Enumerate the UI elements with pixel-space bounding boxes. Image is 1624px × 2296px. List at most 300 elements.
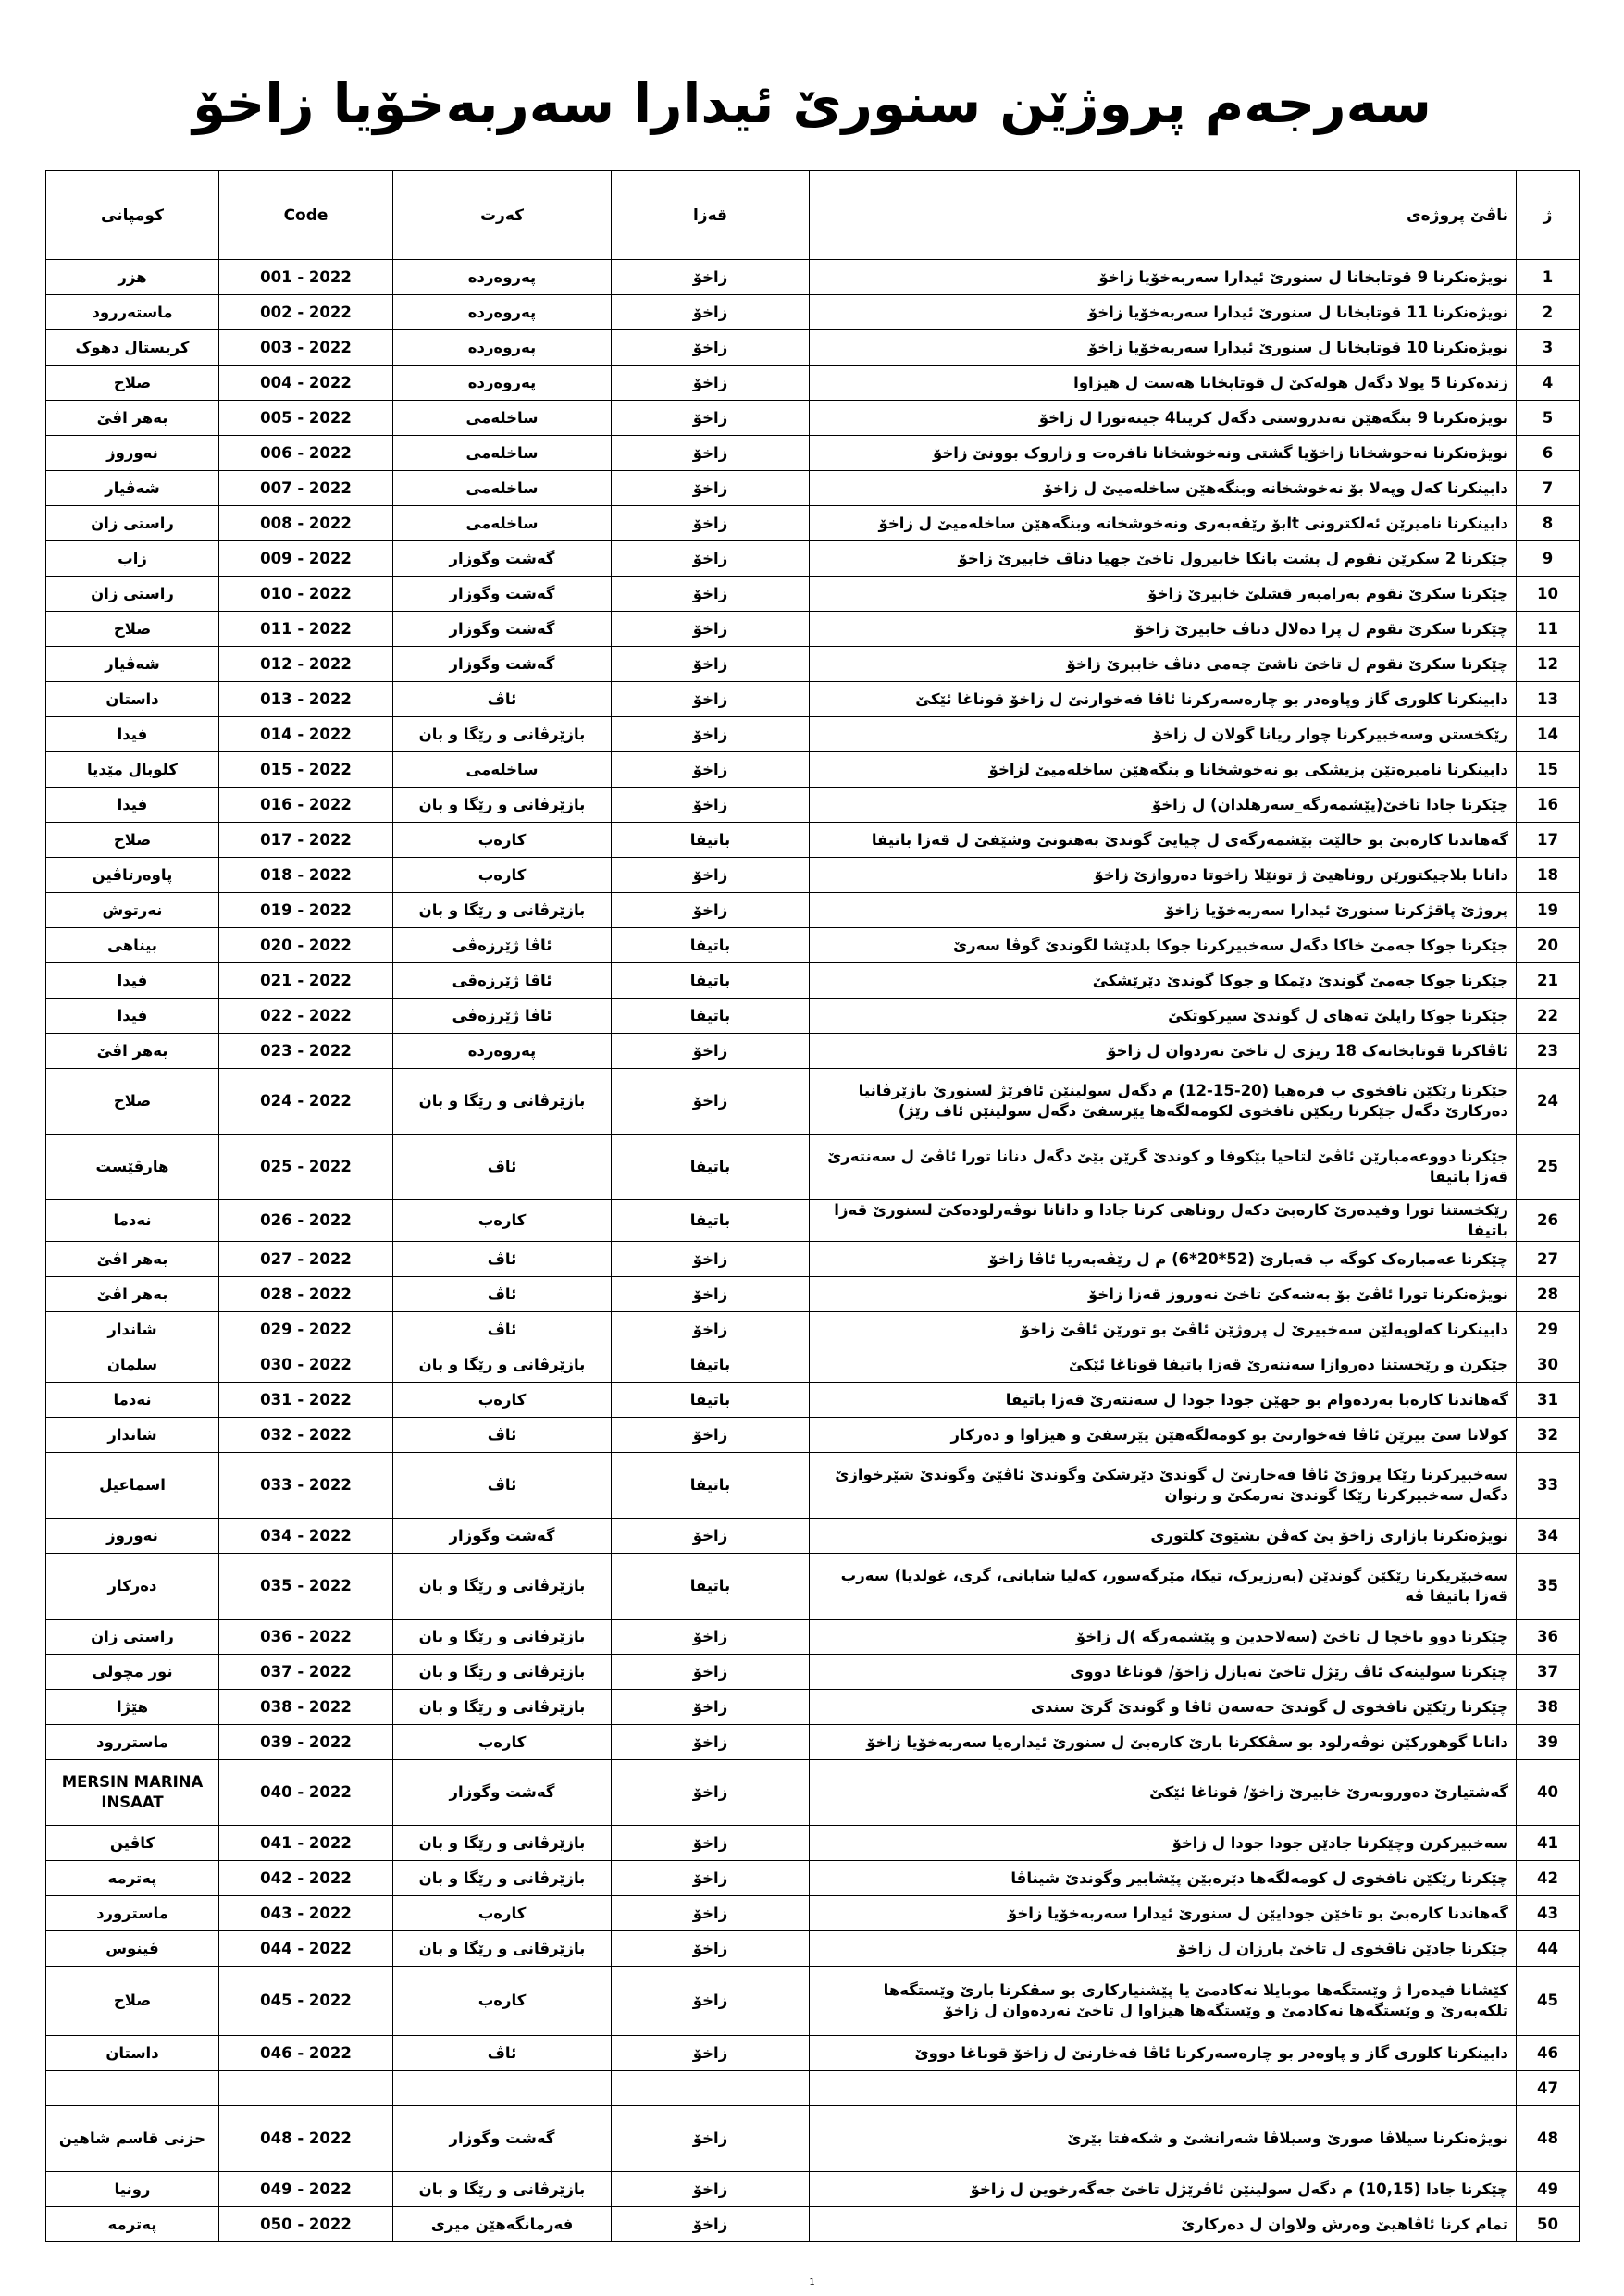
row-number-cell: 14	[1517, 717, 1580, 752]
table-row	[46, 823, 1580, 858]
company-cell: ماستررود	[46, 1725, 219, 1760]
table-row	[46, 1135, 1580, 1200]
table-row	[46, 1069, 1580, 1135]
area-cell: زاخۆ	[612, 893, 810, 928]
row-number-cell: 3	[1517, 330, 1580, 366]
area-cell: زاخۆ	[612, 295, 810, 330]
area-cell: باتیفا	[612, 1554, 810, 1620]
project-code-cell: 037 - 2022	[219, 1655, 393, 1690]
company-cell: فیدا	[46, 999, 219, 1034]
row-number-cell: 34	[1517, 1519, 1580, 1554]
company-cell: بەهر اڤێ	[46, 401, 219, 436]
project-name-cell: چێکرنا جادێن ناڤخوی ل تاخێ بارزان ل زاخۆ	[810, 1931, 1517, 1967]
area-cell: زاخۆ	[612, 471, 810, 506]
area-cell: زاخۆ	[612, 1931, 810, 1967]
company-cell: ڤینوس	[46, 1931, 219, 1967]
company-cell: راستی زان	[46, 577, 219, 612]
table-row	[46, 2172, 1580, 2207]
header-area: قەزا	[612, 171, 810, 260]
area-cell: باتیفا	[612, 928, 810, 963]
row-number-cell: 48	[1517, 2106, 1580, 2172]
area-cell: زاخۆ	[612, 647, 810, 682]
company-cell: فیدا	[46, 963, 219, 999]
table-row	[46, 295, 1580, 330]
company-cell: زاب	[46, 541, 219, 577]
table-row	[46, 893, 1580, 928]
row-number-cell: 8	[1517, 506, 1580, 541]
project-code-cell: 048 - 2022	[219, 2106, 393, 2172]
area-cell: باتیفا	[612, 1453, 810, 1519]
table-row	[46, 2071, 1580, 2106]
table-row	[46, 1620, 1580, 1655]
project-code-cell: 011 - 2022	[219, 612, 393, 647]
company-cell: پەترمە	[46, 2207, 219, 2242]
area-cell	[612, 2071, 810, 2106]
project-name-cell: جێکرنا رێکێن نافخوی ب فرەهیا (20-15-12) م دگەل سولینێن ئافرێژ لسنورێ بازێرڤانیا دەرکارێ دگەل جێکرنا ریکێن نافخوی لکومەلگەها یێرسفێ دگەل سولینێن ئاف رێژ)	[810, 1069, 1517, 1135]
page-number: 1	[809, 2277, 815, 2288]
sector-cell	[393, 2071, 612, 2106]
project-name-cell: جێکرن و رێخستنا دەروازا سەنتەرێ قەزا باتیفا قوناغا ئێکێ	[810, 1347, 1517, 1383]
area-cell: زاخۆ	[612, 1519, 810, 1554]
project-code-cell: 007 - 2022	[219, 471, 393, 506]
project-code-cell: 025 - 2022	[219, 1135, 393, 1200]
area-cell: زاخۆ	[612, 506, 810, 541]
company-cell: بەهر اڤێ	[46, 1277, 219, 1312]
project-name-cell: چێکرنا جادا تاخێ(پێشمەرگە_سەرهلدان) ل زاخۆ	[810, 788, 1517, 823]
project-name-cell: چێکرنا سولینەک ئاڤ رێژل تاخێ نەیازل زاخۆ/ قوناغا دووی	[810, 1655, 1517, 1690]
table-row	[46, 1242, 1580, 1277]
company-cell: اسماعیل	[46, 1453, 219, 1519]
table-row	[46, 1967, 1580, 2036]
header-company: کومپانی	[46, 171, 219, 260]
company-cell: هارڤێست	[46, 1135, 219, 1200]
area-cell: باتیفا	[612, 1200, 810, 1242]
project-name-cell: دانانا بلاچیکتورێن روناهیێ ژ تونێلا زاخوتا دەروازێ زاخۆ	[810, 858, 1517, 893]
project-code-cell: 003 - 2022	[219, 330, 393, 366]
row-number-cell: 50	[1517, 2207, 1580, 2242]
project-name-cell: چێکرنا سکرێ نقوم ل پرا دەلال دناڤ خابیرێ زاخۆ	[810, 612, 1517, 647]
area-cell: باتیفا	[612, 963, 810, 999]
page-title: سەرجەم پروژێن سنورێ ئیدارا سەربەخۆیا زاخۆ	[192, 72, 1432, 135]
table-row	[46, 2106, 1580, 2172]
row-number-cell: 33	[1517, 1453, 1580, 1519]
area-cell: زاخۆ	[612, 1826, 810, 1861]
project-name-cell: رێکخستنا تورا وفیدەرێ کارەبێ دکەل روناهی کرنا جادا و دانانا نوڤەرلودەکێ لسنورێ قەزا باتیفا	[810, 1200, 1517, 1242]
sector-cell: ئاڤا ژێرزەڤی	[393, 963, 612, 999]
table-row	[46, 1034, 1580, 1069]
table-row	[46, 858, 1580, 893]
area-cell: زاخۆ	[612, 752, 810, 788]
sector-cell: ئاڤ	[393, 1418, 612, 1453]
area-cell: باتیفا	[612, 1347, 810, 1383]
project-code-cell: 050 - 2022	[219, 2207, 393, 2242]
area-cell: زاخۆ	[612, 2036, 810, 2071]
sector-cell: پەروەردە	[393, 366, 612, 401]
row-number-cell: 13	[1517, 682, 1580, 717]
sector-cell: ئاڤ	[393, 682, 612, 717]
area-cell: زاخۆ	[612, 788, 810, 823]
area-cell: زاخۆ	[612, 541, 810, 577]
area-cell: زاخۆ	[612, 1861, 810, 1896]
company-cell: صلاح	[46, 612, 219, 647]
table-row	[46, 928, 1580, 963]
row-number-cell: 6	[1517, 436, 1580, 471]
project-name-cell: جێکرنا جوکا راپلێ تەهای ل گوندێ سیرکوتکێ	[810, 999, 1517, 1034]
project-name-cell: سەخبیرکرن وچێکرنا جادێن جودا جودا ل زاخۆ	[810, 1826, 1517, 1861]
sector-cell: کارەب	[393, 858, 612, 893]
project-name-cell: دابینکرنا کەل وپەلا بۆ نەخوشخانە وبنگەهێن ساخلەمیێ ل زاخۆ	[810, 471, 1517, 506]
sector-cell: ئاڤا ژێرزەڤی	[393, 999, 612, 1034]
company-cell: پەترمە	[46, 1861, 219, 1896]
sector-cell: ئاڤ	[393, 1135, 612, 1200]
company-cell: بیناهی	[46, 928, 219, 963]
project-name-cell: چێکرنا رێکێن نافخوی ل گوندێ حەسەن ئاڤا و گوندێ گرێ سندی	[810, 1690, 1517, 1725]
project-name-cell: سەخبیرکرنا رێکا پروژێ ئاڤا فەخارنێ ل گوندێ دێرشکێ وگوندێ ئاڤێێ وگوندێ شێرخوازێ دگەل سەخبیرکرنا رێکا گوندێ نەرمکێ و رنوان	[810, 1453, 1517, 1519]
sector-cell: بازێرڤانی و رێگا و بان	[393, 1931, 612, 1967]
project-name-cell: چێکرنا سکرێ نقوم بەرامبەر قشلێ خابیرێ زاخۆ	[810, 577, 1517, 612]
project-name-cell: نویژەنکرنا بازاری زاخۆ یێ کەڤن بشێوێ کلتوری	[810, 1519, 1517, 1554]
row-number-cell: 37	[1517, 1655, 1580, 1690]
project-code-cell: 017 - 2022	[219, 823, 393, 858]
row-number-cell: 25	[1517, 1135, 1580, 1200]
row-number-cell: 2	[1517, 295, 1580, 330]
area-cell: زاخۆ	[612, 1312, 810, 1347]
project-code-cell: 030 - 2022	[219, 1347, 393, 1383]
table-row	[46, 436, 1580, 471]
row-number-cell: 46	[1517, 2036, 1580, 2071]
project-name-cell: نویژەنکرنا نەخوشخانا زاخۆیا گشتی ونەخوشخانا نافرەت و زاروک بوونێ زاخۆ	[810, 436, 1517, 471]
sector-cell: ساخلەمی	[393, 401, 612, 436]
table-row	[46, 717, 1580, 752]
company-cell: صلاح	[46, 366, 219, 401]
project-name-cell: گەهاندنا کارەبێ بو خالێت بێشمەرگەی ل چیایێ گوندێ بەهنونێ وشێفێ ل قەزا باتیفا	[810, 823, 1517, 858]
table-row	[46, 1312, 1580, 1347]
company-cell: ماستەررود	[46, 295, 219, 330]
table-row	[46, 330, 1580, 366]
table-row	[46, 963, 1580, 999]
project-name-cell: دابینکرنا کلوری گاز و پاوەدر بو چارەسەرکرنا ئاڤا فەخارنێ ل زاخۆ قوناغا دووێ	[810, 2036, 1517, 2071]
table-row	[46, 1277, 1580, 1312]
company-cell: نەوروز	[46, 1519, 219, 1554]
area-cell: زاخۆ	[612, 577, 810, 612]
sector-cell: بازێرڤانی و رێگا و بان	[393, 1826, 612, 1861]
project-name-cell	[810, 2071, 1517, 2106]
table-row	[46, 1418, 1580, 1453]
area-cell: زاخۆ	[612, 2207, 810, 2242]
project-code-cell: 014 - 2022	[219, 717, 393, 752]
sector-cell: ساخلەمی	[393, 506, 612, 541]
project-code-cell: 040 - 2022	[219, 1760, 393, 1826]
project-code-cell: 016 - 2022	[219, 788, 393, 823]
project-code-cell: 043 - 2022	[219, 1896, 393, 1931]
company-cell: فیدا	[46, 788, 219, 823]
project-name-cell: گەشتیارێ دەوروبەرێ خابیرێ زاخۆ/ قوناغا ئێکێ	[810, 1760, 1517, 1826]
company-cell: کریستال دهوک	[46, 330, 219, 366]
table-row	[46, 506, 1580, 541]
project-code-cell: 004 - 2022	[219, 366, 393, 401]
project-code-cell: 026 - 2022	[219, 1200, 393, 1242]
project-name-cell: جێکرنا جوکا جەمێ گوندێ دێمکا و جوکا گوندێ دێرێشکێ	[810, 963, 1517, 999]
header-code: Code	[219, 171, 393, 260]
row-number-cell: 24	[1517, 1069, 1580, 1135]
table-row	[46, 1690, 1580, 1725]
project-code-cell: 008 - 2022	[219, 506, 393, 541]
project-code-cell: 005 - 2022	[219, 401, 393, 436]
area-cell: زاخۆ	[612, 1069, 810, 1135]
table-row	[46, 1383, 1580, 1418]
project-name-cell: کێشانا فیدەرا ژ وێستگەها موبایلا نەکادمێ یا پێشنیارکاری بو سڤکرنا بارێ وێستگەها تلکەبەرێ و وێستگەها نەکادمێ و وێستگەها هیزاوا ل تاخێ نەردەوان ل زاخۆ	[810, 1967, 1517, 2036]
sector-cell: کارەب	[393, 823, 612, 858]
header-project-name: ناڤێ پروژەی	[810, 171, 1517, 260]
project-code-cell: 038 - 2022	[219, 1690, 393, 1725]
area-cell: زاخۆ	[612, 1620, 810, 1655]
project-code-cell: 009 - 2022	[219, 541, 393, 577]
area-cell: زاخۆ	[612, 1725, 810, 1760]
sector-cell: ئاڤ	[393, 1312, 612, 1347]
sector-cell: گەشت وگوزار	[393, 541, 612, 577]
table-row	[46, 1861, 1580, 1896]
area-cell: زاخۆ	[612, 1034, 810, 1069]
table-row	[46, 541, 1580, 577]
project-name-cell: کولانا سێ بیرێن ئاڤا فەخوارنێ بو کومەلگەهێن یێرسفێ و هیزاوا و دەرکار	[810, 1418, 1517, 1453]
company-cell: شاندار	[46, 1312, 219, 1347]
table-row	[46, 1519, 1580, 1554]
row-number-cell: 9	[1517, 541, 1580, 577]
table-row	[46, 401, 1580, 436]
area-cell: باتیفا	[612, 999, 810, 1034]
row-number-cell: 26	[1517, 1200, 1580, 1242]
row-number-cell: 38	[1517, 1690, 1580, 1725]
table-row	[46, 260, 1580, 295]
sector-cell: کارەب	[393, 1967, 612, 2036]
table-row	[46, 1760, 1580, 1826]
row-number-cell: 22	[1517, 999, 1580, 1034]
company-cell	[46, 2071, 219, 2106]
project-code-cell: 015 - 2022	[219, 752, 393, 788]
row-number-cell: 45	[1517, 1967, 1580, 2036]
company-cell: سلمان	[46, 1347, 219, 1383]
company-cell: راستی زان	[46, 1620, 219, 1655]
sector-cell: پەروەردە	[393, 1034, 612, 1069]
sector-cell: بازێرڤانی و رێگا و بان	[393, 893, 612, 928]
header-no: ژ	[1517, 171, 1580, 260]
table-row	[46, 471, 1580, 506]
project-name-cell: چێکرنا عەمبارەک کوگە ب قەبارێ (52*20*6) م ل رێڤەبەریا ئاڤا زاخۆ	[810, 1242, 1517, 1277]
project-name-cell: چێکرنا رێکێن نافخوی ل کومەلگەها دێرەبێن پێشابیر وگوندێ شیناڤا	[810, 1861, 1517, 1896]
project-code-cell: 028 - 2022	[219, 1277, 393, 1312]
project-code-cell: 041 - 2022	[219, 1826, 393, 1861]
project-name-cell: پروژێ پاقژکرنا سنورێ ئیدارا سەربەخۆیا زاخۆ	[810, 893, 1517, 928]
row-number-cell: 29	[1517, 1312, 1580, 1347]
project-code-cell: 045 - 2022	[219, 1967, 393, 2036]
area-cell: زاخۆ	[612, 1690, 810, 1725]
row-number-cell: 23	[1517, 1034, 1580, 1069]
project-name-cell: زندەکرنا 5 پولا دگەل هولەکێ ل قوتابخانا هەست ل هیزاوا	[810, 366, 1517, 401]
sector-cell: بازێرڤانی و رێگا و بان	[393, 2172, 612, 2207]
sector-cell: گەشت وگوزار	[393, 2106, 612, 2172]
table-row	[46, 1200, 1580, 1242]
area-cell: زاخۆ	[612, 2106, 810, 2172]
project-name-cell: سەخبێریکرنا رێکێن گوندێن (بەرزیرک، تیکا، مێرگەسور، کەلیا شابانی، گری، غولدیا) سەرب قەزا باتیفا ڤە	[810, 1554, 1517, 1620]
area-cell: زاخۆ	[612, 330, 810, 366]
project-name-cell: نویژەنکرنا تورا ئاڤێ بۆ بەشەکێ تاخێ نەوروز قەزا زاخۆ	[810, 1277, 1517, 1312]
area-cell: زاخۆ	[612, 1760, 810, 1826]
table-row	[46, 647, 1580, 682]
table-row	[46, 2207, 1580, 2242]
table-row	[46, 788, 1580, 823]
company-cell: نەرتوش	[46, 893, 219, 928]
area-cell: زاخۆ	[612, 1418, 810, 1453]
project-code-cell: 022 - 2022	[219, 999, 393, 1034]
company-cell: MERSIN MARINA INSAAT	[46, 1760, 219, 1826]
area-cell: زاخۆ	[612, 1655, 810, 1690]
sector-cell: ساخلەمی	[393, 471, 612, 506]
project-code-cell: 019 - 2022	[219, 893, 393, 928]
row-number-cell: 42	[1517, 1861, 1580, 1896]
project-name-cell: دابینکرنا کەلوپەلێن سەخبیرێ ل پروژێن ئاڤێ بو تورێن ئاڤێ زاخۆ	[810, 1312, 1517, 1347]
area-cell: زاخۆ	[612, 682, 810, 717]
table-header-row	[46, 171, 1580, 260]
company-cell: نەدما	[46, 1200, 219, 1242]
project-name-cell: نویژەنکرنا 9 قوتابخانا ل سنورێ ئیدارا سەربەخۆیا زاخۆ	[810, 260, 1517, 295]
company-cell: داستان	[46, 2036, 219, 2071]
area-cell: زاخۆ	[612, 366, 810, 401]
area-cell: زاخۆ	[612, 1896, 810, 1931]
company-cell: کاڤین	[46, 1826, 219, 1861]
company-cell: دەرکار	[46, 1554, 219, 1620]
table-row	[46, 1826, 1580, 1861]
row-number-cell: 19	[1517, 893, 1580, 928]
sector-cell: پەروەردە	[393, 330, 612, 366]
sector-cell: پەروەردە	[393, 260, 612, 295]
company-cell: شەڤیار	[46, 647, 219, 682]
project-code-cell: 034 - 2022	[219, 1519, 393, 1554]
area-cell: زاخۆ	[612, 1277, 810, 1312]
project-code-cell: 031 - 2022	[219, 1383, 393, 1418]
project-code-cell: 036 - 2022	[219, 1620, 393, 1655]
row-number-cell: 10	[1517, 577, 1580, 612]
project-code-cell: 021 - 2022	[219, 963, 393, 999]
row-number-cell: 43	[1517, 1896, 1580, 1931]
area-cell: زاخۆ	[612, 858, 810, 893]
project-code-cell: 027 - 2022	[219, 1242, 393, 1277]
sector-cell: کارەب	[393, 1200, 612, 1242]
row-number-cell: 11	[1517, 612, 1580, 647]
row-number-cell: 31	[1517, 1383, 1580, 1418]
project-name-cell: گەهاندنا کارەبا بەردەوام بو جهێن جودا جودا ل سەنتەرێ قەزا باتیفا	[810, 1383, 1517, 1418]
row-number-cell: 32	[1517, 1418, 1580, 1453]
project-name-cell: جێکرنا دووعەمبارێن ئاڤێ لتاحیا بێکوفا و کوندێ گرێن بێێ دگەل دنانا تورا ئاڤێ ل سەنتەرێ قەزا باتیفا	[810, 1135, 1517, 1200]
company-cell: رونیا	[46, 2172, 219, 2207]
table-row	[46, 366, 1580, 401]
company-cell: نەوروز	[46, 436, 219, 471]
table-row	[46, 1931, 1580, 1967]
row-number-cell: 12	[1517, 647, 1580, 682]
project-code-cell: 046 - 2022	[219, 2036, 393, 2071]
row-number-cell: 20	[1517, 928, 1580, 963]
table-row	[46, 577, 1580, 612]
area-cell: زاخۆ	[612, 2172, 810, 2207]
project-code-cell: 044 - 2022	[219, 1931, 393, 1967]
project-name-cell: نویژەنکرنا 10 قوتابخانا ل سنورێ ئیدارا سەربەخۆیا زاخۆ	[810, 330, 1517, 366]
project-name-cell: چێکرنا جادا (10,15) م دگەل سولینێن ئاڤرێژل تاخێ جەگەرخوین ل زاخۆ	[810, 2172, 1517, 2207]
area-cell: زاخۆ	[612, 436, 810, 471]
sector-cell: بازێرڤانی و رێگا و بان	[393, 1655, 612, 1690]
sector-cell: ئاڤ	[393, 1453, 612, 1519]
sector-cell: بازێرڤانی و رێگا و بان	[393, 1690, 612, 1725]
project-code-cell: 035 - 2022	[219, 1554, 393, 1620]
project-code-cell	[219, 2071, 393, 2106]
sector-cell: بازێرڤانی و رێگا و بان	[393, 1069, 612, 1135]
sector-cell: ئاڤا ژێرزەڤی	[393, 928, 612, 963]
row-number-cell: 44	[1517, 1931, 1580, 1967]
sector-cell: بازێرڤانی و رێگا و بان	[393, 1861, 612, 1896]
sector-cell: گەشت وگوزار	[393, 647, 612, 682]
row-number-cell: 41	[1517, 1826, 1580, 1861]
sector-cell: فەرمانگەهێن میری	[393, 2207, 612, 2242]
company-cell: صلاح	[46, 823, 219, 858]
row-number-cell: 18	[1517, 858, 1580, 893]
company-cell: راستی زان	[46, 506, 219, 541]
project-code-cell: 002 - 2022	[219, 295, 393, 330]
project-code-cell: 006 - 2022	[219, 436, 393, 471]
project-name-cell: دابینکرنا کلوری گاز وپاوەدر بو چارەسەرکرنا ئاڤا فەخوارنێ ل زاخۆ قوناغا ئێکێ	[810, 682, 1517, 717]
area-cell: زاخۆ	[612, 717, 810, 752]
company-cell: هێژا	[46, 1690, 219, 1725]
project-code-cell: 033 - 2022	[219, 1453, 393, 1519]
row-number-cell: 49	[1517, 2172, 1580, 2207]
project-name-cell: رێکخستن وسەخبیرکرنا چوار ریانا گولان ل زاخۆ	[810, 717, 1517, 752]
row-number-cell: 15	[1517, 752, 1580, 788]
sector-cell: ئاڤ	[393, 2036, 612, 2071]
area-cell: زاخۆ	[612, 1967, 810, 2036]
project-code-cell: 032 - 2022	[219, 1418, 393, 1453]
project-name-cell: جێکرنا جوکا جەمێ خاکا دگەل سەخبیرکرنا جوکا بلدێشا لگوندێ گوڤا سەرێ	[810, 928, 1517, 963]
row-number-cell: 28	[1517, 1277, 1580, 1312]
table-row	[46, 612, 1580, 647]
project-code-cell: 042 - 2022	[219, 1861, 393, 1896]
table-row	[46, 1896, 1580, 1931]
area-cell: زاخۆ	[612, 401, 810, 436]
project-code-cell: 010 - 2022	[219, 577, 393, 612]
table-row	[46, 1453, 1580, 1519]
company-cell: حزنی قاسم شاهین	[46, 2106, 219, 2172]
company-cell: بەهر اڤێ	[46, 1034, 219, 1069]
row-number-cell: 40	[1517, 1760, 1580, 1826]
sector-cell: بازێرڤانی و رێگا و بان	[393, 1554, 612, 1620]
project-code-cell: 018 - 2022	[219, 858, 393, 893]
company-cell: صلاح	[46, 1069, 219, 1135]
row-number-cell: 39	[1517, 1725, 1580, 1760]
project-name-cell: دابینکرنا نامیرەتێن پزیشکی بو نەخوشخانا و بنگەهێن ساخلەمیێ لزاخۆ	[810, 752, 1517, 788]
row-number-cell: 17	[1517, 823, 1580, 858]
project-code-cell: 024 - 2022	[219, 1069, 393, 1135]
row-number-cell: 21	[1517, 963, 1580, 999]
company-cell: فیدا	[46, 717, 219, 752]
project-name-cell: دابینکرنا نامیرێن ئەلکترونی tابۆ رێڤەبەری ونەخوشخانە وبنگەهێن ساخلەمیێ ل زاخۆ	[810, 506, 1517, 541]
company-cell: شاندار	[46, 1418, 219, 1453]
row-number-cell: 35	[1517, 1554, 1580, 1620]
sector-cell: گەشت وگوزار	[393, 612, 612, 647]
sector-cell: ئاڤ	[393, 1242, 612, 1277]
row-number-cell: 16	[1517, 788, 1580, 823]
row-number-cell: 30	[1517, 1347, 1580, 1383]
project-code-cell: 029 - 2022	[219, 1312, 393, 1347]
company-cell: داستان	[46, 682, 219, 717]
row-number-cell: 47	[1517, 2071, 1580, 2106]
sector-cell: پەروەردە	[393, 295, 612, 330]
project-code-cell: 049 - 2022	[219, 2172, 393, 2207]
